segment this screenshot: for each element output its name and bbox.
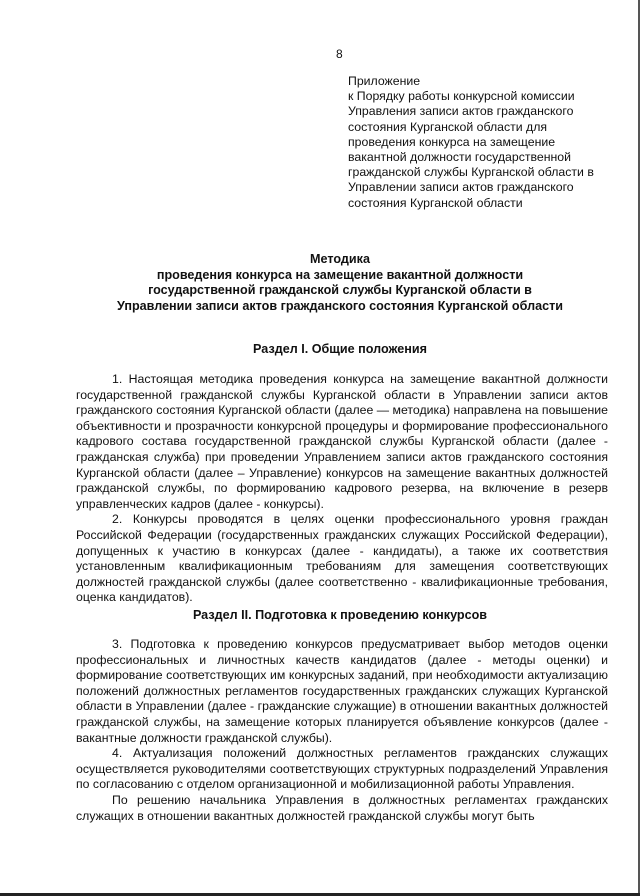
appendix-line: гражданской службы Курганской области в (348, 165, 594, 180)
section-1-heading: Раздел I. Общие положения (253, 342, 427, 356)
document-title (60, 252, 620, 314)
appendix-line: Управления записи актов гражданского (348, 104, 574, 119)
appendix-line: Управлении записи актов гражданского (348, 180, 574, 195)
paragraph-4: 4. Актуализация положений должностных регламентов гражданских служащих осуществляется руководителями соответствующих структурных подразделений Управления по согласованию с отделом организационной и мобилизационной работы Управления. (76, 746, 608, 792)
appendix-block (348, 74, 618, 211)
appendix-line: Приложение (348, 74, 421, 88)
appendix-line: к Порядку работы конкурсной комиссии (348, 89, 575, 104)
section-2-body (76, 637, 608, 824)
title-line: проведения конкурса на замещение вакантной должности (156, 267, 524, 282)
title-line: Управлении записи актов гражданского состояния Курганской области (116, 298, 563, 313)
paragraph-3: 3. Подготовка к проведению конкурсов предусматривает выбор методов оценки профессиональных и личностных качеств кандидатов (далее - методы оценки) и формирование соответствующих им конкурсных заданий, при необходимости актуализацию положений должностных регламентов государственных гражданских служащих Курганской области в Управлении (далее - гражданские служащие) в отношении вакантных должностей гражданской службы, на замещение которых планируется объявление конкурсов (далее - вакантные должности гражданской службы). (76, 637, 608, 745)
appendix-line: проведения конкурса на замещение (348, 134, 556, 149)
paragraph-5: По решению начальника Управления в должностных регламентах гражданских служащих в отношении вакантных должностей гражданской службы могут быть (76, 792, 608, 823)
page-number: 8 (336, 47, 343, 61)
section-2-heading: Раздел II. Подготовка к проведению конкурсов (192, 608, 488, 622)
appendix-line: вакантной должности государственной (348, 150, 572, 165)
appendix-line: состояния Курганской области для (348, 119, 548, 134)
paragraph-2: 2. Конкурсы проводятся в целях оценки профессионального уровня граждан Российской Федерации (государственных гражданских служащих Российской Федерации), допущенных к участию в конкурсах (далее - кандидаты), а также их соответствия установленным квалификационным требованиям для замещения соответствующих должностей гражданской службы (далее соответственно - квалификационные требования, оценка кандидатов). (76, 512, 608, 605)
appendix-line: состояния Курганской области (348, 195, 523, 210)
section-1-body (76, 372, 608, 606)
title-line: государственной гражданской службы Курганской области в (148, 283, 532, 298)
paragraph-1: 1. Настоящая методика проведения конкурса на замещение вакантной должности государственной гражданской службы Курганской области в Управлении записи актов гражданского состояния Курганской области (далее — методика) направлена на повышение объективности и прозрачности конкурсной процедуры и формирование профессионального кадрового состава государственной гражданской службы Курганской области (далее - гражданская служба) при проведении Управлением записи актов гражданского состояния Курганской области (далее – Управление) конкурсов на замещение вакантных должностей гражданской службы, по формированию кадрового резерва, на включение в резерв управленческих кадров (далее - конкурсы). (76, 372, 608, 511)
title-line: Методика (310, 252, 370, 266)
